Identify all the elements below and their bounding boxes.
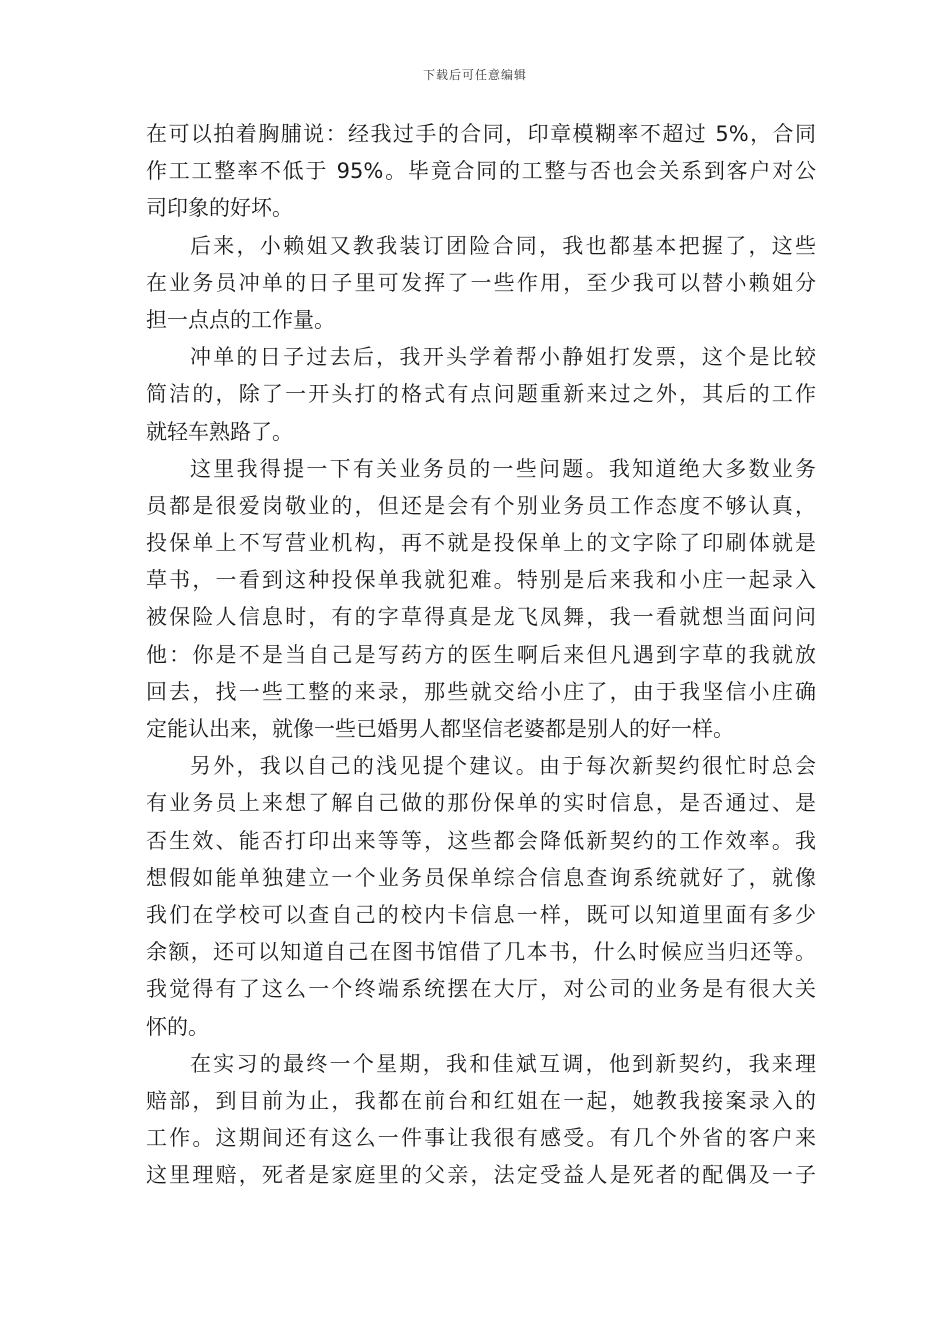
text-line: 后来，小赖姐又教我装订团险合同，我也都基本把握了，这些 xyxy=(190,233,816,258)
page-header: 下载后可任意编辑 xyxy=(422,68,527,82)
text-line: 在业务员冲单的日子里可发挥了一些作用，至少我可以替小赖姐分 xyxy=(146,270,816,295)
text-line: 定能认出来，就像一些已婚男人都坚信老婆都是别人的好一样。 xyxy=(146,717,734,741)
document-body xyxy=(146,116,816,1194)
text-line: 否生效、能否打印出来等等，这些都会降低新契约的工作效率。我 xyxy=(146,828,816,853)
text-line: 员都是很爱岗敬业的，但还是会有个别业务员工作态度不够认真， xyxy=(146,493,816,518)
text-line: 草书，一看到这种投保单我就犯难。特别是后来我和小庄一起录入 xyxy=(146,568,816,593)
text-line: 这里理赔，死者是家庭里的父亲，法定受益人是死者的配偶及一子 xyxy=(146,1163,816,1188)
text-line: 另外，我以自己的浅见提个建议。由于每次新契约很忙时总会 xyxy=(190,754,816,779)
text-line: 在可以拍着胸脯说：经我过手的合同，印章模糊率不超过 5%，合同 xyxy=(146,122,816,146)
text-line: 这里我得提一下有关业务员的一些问题。我知道绝大多数业务 xyxy=(190,456,816,481)
text-line: 被保险人信息时，有的字草得真是龙飞凤舞，我一看就想当面问问 xyxy=(146,605,816,630)
text-line: 想假如能单独建立一个业务员保单综合信息查询系统就好了，就像 xyxy=(146,865,816,890)
text-line: 担一点点的工作量。 xyxy=(146,307,335,332)
text-line: 怀的。 xyxy=(146,1014,209,1039)
text-line: 作工工整率不低于 95%。毕竟合同的工整与否也会关系到客户对公 xyxy=(146,159,816,184)
text-line: 司印象的好坏。 xyxy=(146,196,293,221)
text-line: 他：你是不是当自己是写药方的医生啊后来但凡遇到字草的我就放 xyxy=(146,642,816,667)
text-line: 就轻车熟路了。 xyxy=(146,419,293,444)
text-line: 有业务员上来想了解自己做的那份保单的实时信息，是否通过、是 xyxy=(146,791,816,816)
text-line: 余额，还可以知道自己在图书馆借了几本书，什么时候应当归还等。 xyxy=(146,940,816,965)
text-line: 工作。这期间还有这么一件事让我很有感受。有几个外省的客户来 xyxy=(146,1126,816,1151)
text-line: 回去，找一些工整的来录，那些就交给小庄了，由于我坚信小庄确 xyxy=(146,679,816,704)
text-line: 简洁的，除了一开头打的格式有点问题重新来过之外，其后的工作 xyxy=(146,382,816,407)
text-line: 冲单的日子过去后，我开头学着帮小静姐打发票，这个是比较 xyxy=(190,345,816,370)
text-line: 赔部，到目前为止，我都在前台和红姐在一起，她教我接案录入的 xyxy=(146,1088,816,1113)
text-line: 我们在学校可以查自己的校内卡信息一样，既可以知道里面有多少 xyxy=(146,902,816,927)
text-line: 投保单上不写营业机构，再不就是投保单上的文字除了印刷体就是 xyxy=(146,531,816,556)
text-line: 在实习的最终一个星期，我和佳斌互调，他到新契约，我来理 xyxy=(190,1051,816,1076)
text-line: 我觉得有了这么一个终端系统摆在大厅，对公司的业务是有很大关 xyxy=(146,977,816,1002)
